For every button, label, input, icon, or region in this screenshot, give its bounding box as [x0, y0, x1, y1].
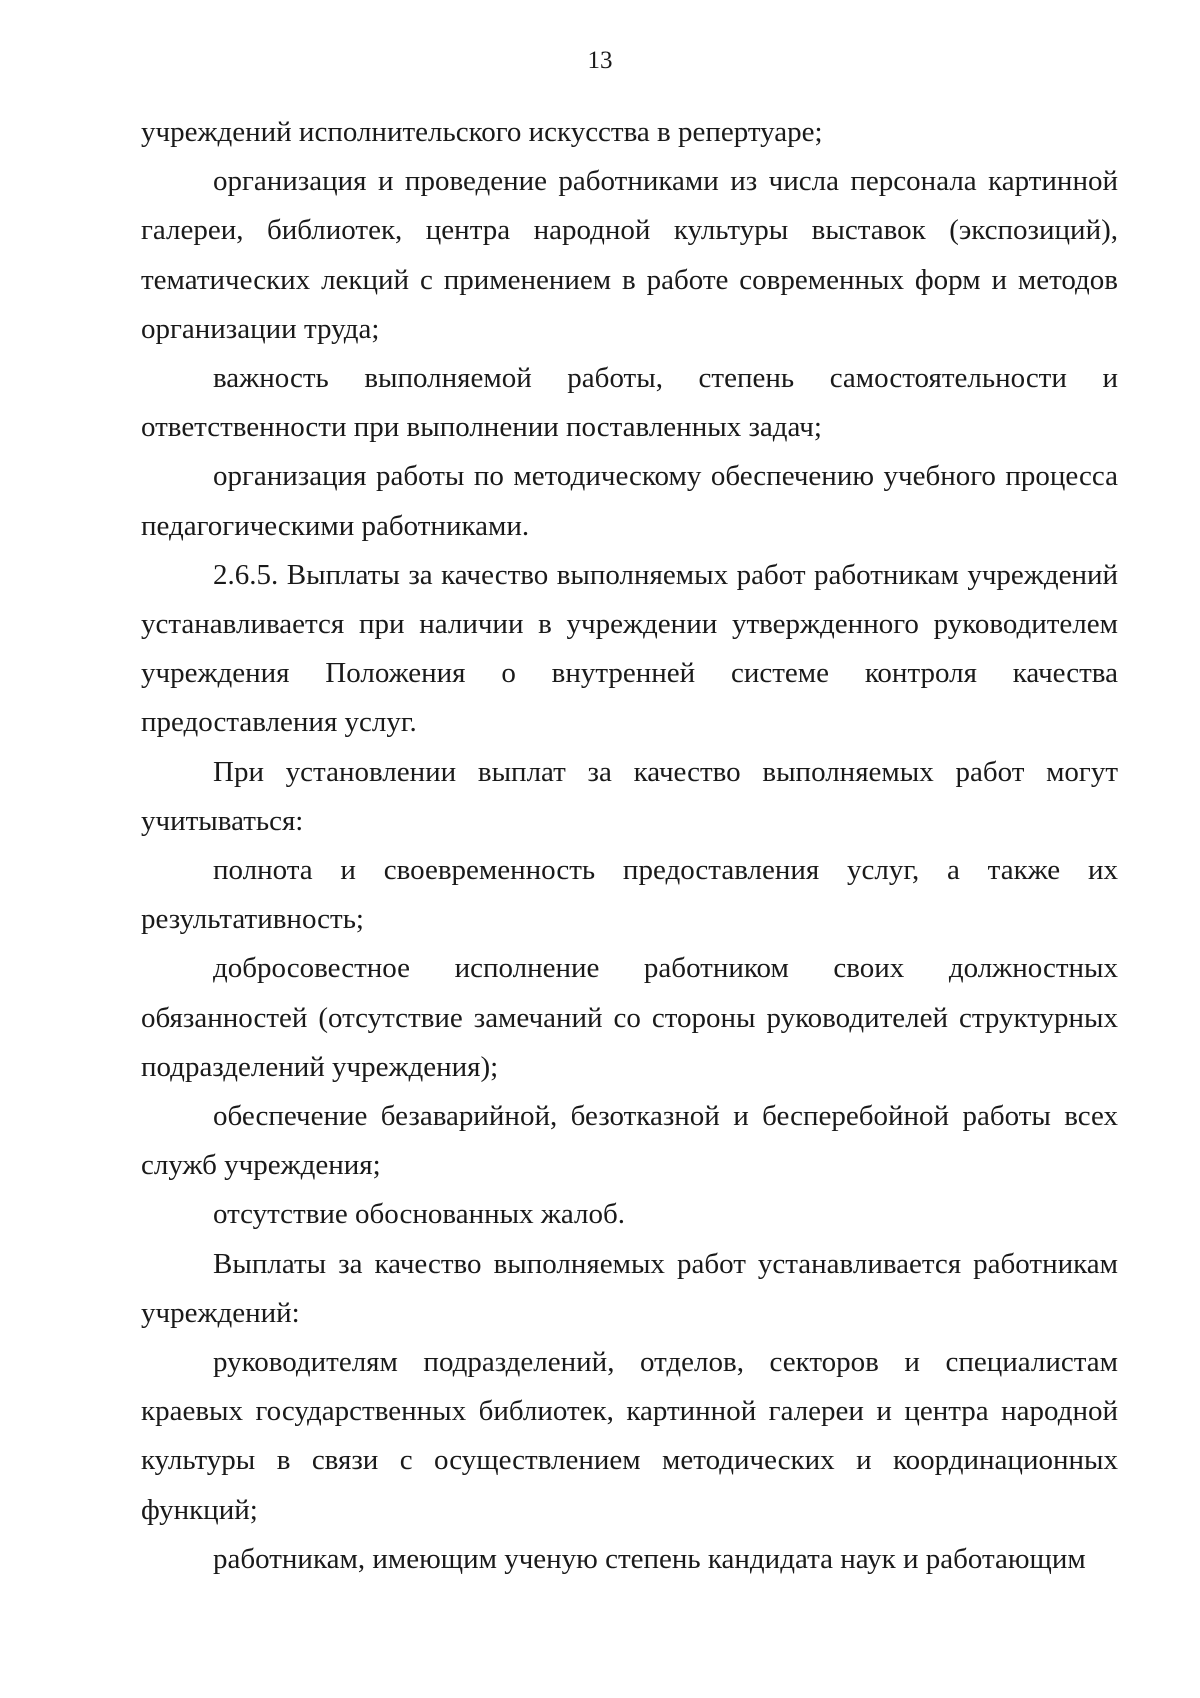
paragraph: важность выполняемой работы, степень самостоятельности и ответственности при выполнении поставленных задач; — [141, 362, 1118, 444]
paragraph: обеспечение безаварийной, безотказной и бесперебойной работы всех служб учреждения; — [141, 1100, 1118, 1182]
paragraph-section-2-6-5: 2.6.5. Выплаты за качество выполняемых работ работникам учреждений устанавливается при наличии в учреждении утвержденного руководителем учреждения Положения о внутренней системе контроля качества предоставления услуг. — [141, 558, 1118, 739]
paragraph: организация работы по методическому обеспечению учебного процесса педагогическими работниками. — [141, 460, 1118, 542]
paragraph: добросовестное исполнение работником своих должностных обязанностей (отсутствие замечаний со стороны руководителей структурных подразделений учреждения); — [141, 952, 1118, 1083]
document-body — [141, 108, 1118, 1584]
paragraph: Выплаты за качество выполняемых работ устанавливается работникам учреждений: — [141, 1247, 1118, 1329]
paragraph: отсутствие обоснованных жалоб. — [213, 1198, 626, 1231]
page-number: 13 — [587, 47, 613, 74]
paragraph: полнота и своевременность предоставления услуг, а также их результативность; — [141, 854, 1118, 936]
paragraph-trailing: работникам, имеющим ученую степень кандидата наук и работающим — [213, 1542, 1086, 1575]
paragraph: организация и проведение работниками из числа персонала картинной галереи, библиотек, центра народной культуры выставок (экспозиций), тематических лекций с применением в работе современных форм и методов организации труда; — [141, 165, 1118, 345]
paragraph-continuation: учреждений исполнительского искусства в репертуаре; — [141, 116, 823, 148]
paragraph: руководителям подразделений, отделов, секторов и специалистам краевых государственных библиотек, картинной галереи и центра народной культуры в связи с осуществлением методических и координационных функций; — [141, 1346, 1118, 1526]
paragraph: При установлении выплат за качество выполняемых работ могут учитываться: — [141, 755, 1118, 837]
